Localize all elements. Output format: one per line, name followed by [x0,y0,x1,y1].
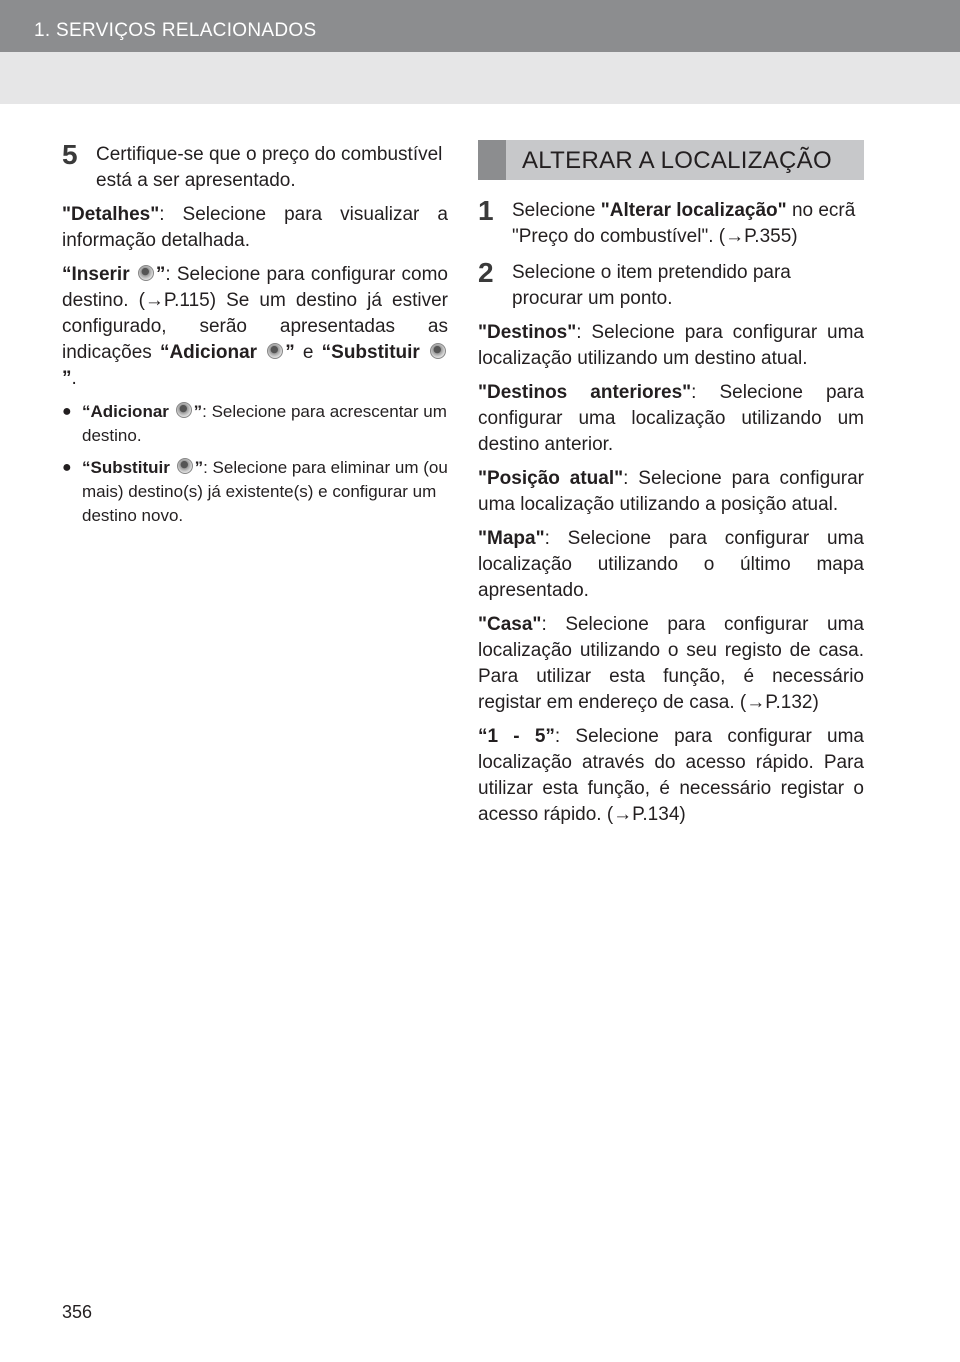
inserir-paragraph: “Inserir ”: Selecione para configurar como destino. (→P.115) Se um destino já estiver configurado, serão apresentadas as indicações “Adicionar ” e “Substituir ”. [62,264,449,389]
heading-text: ALTERAR A LOCALIZAÇÃO [522,147,832,174]
step-2: 2 Selecione o item pretendido para procurar um ponto. [478,257,791,309]
step-number: 5 [62,139,78,170]
bullet-icon: ● [62,459,72,476]
button-icon [176,402,192,418]
destinos-anteriores-paragraph: "Destinos anteriores": Selecione para configurar uma localização utilizando um destino anterior. [478,382,864,455]
step-text: Certifique-se que o preço do combustível está a ser apresentado. [96,144,443,191]
bullet-substituir: ● “Substituir ”: Selecione para eliminar um (ou mais) destino(s) já existente(s) e configurar um destino novo. [62,456,448,528]
button-icon [177,458,193,474]
header-band [0,52,960,104]
acesso-rapido-paragraph: “1 - 5”: Selecione para configurar uma localização através do acesso rápido. Para utilizar esta função, é necessário registar o acesso rápido. (→P.134) [478,726,864,825]
section-title: 1. SERVIÇOS RELACIONADOS [34,20,317,41]
bullet-icon: ● [62,403,72,420]
step-1: 1 Selecione "Alterar localização" no ecrã "Preço do combustível". (→P.355) [478,195,856,247]
detalhes-paragraph: "Detalhes": Selecione para visualizar a informação detalhada. [62,204,448,251]
heading-tab [478,140,506,180]
step-5 [62,140,448,194]
header-bar [0,0,960,52]
inserir-label: “Inserir [62,264,130,285]
section-heading [478,140,864,180]
step-number: 2 [478,257,494,288]
left-column [62,140,448,536]
casa-paragraph: "Casa": Selecione para configurar uma localização utilizando o seu registo de casa. Para utilizar esta função, é necessário registar em endereço de casa. (→P.132) [478,614,864,713]
button-icon [138,265,154,281]
destinos-paragraph: "Destinos": Selecione para configurar uma localização utilizando um destino atual. [478,322,864,369]
right-column [478,196,864,836]
page-number: 356 [62,1302,93,1322]
bullet-adicionar: ● “Adicionar ”: Selecione para acrescentar um destino. [62,400,448,448]
button-icon [430,343,446,359]
detalhes-label: "Detalhes" [62,204,160,225]
mapa-paragraph: "Mapa": Selecione para configurar uma localização utilizando o último mapa apresentado. [478,528,864,601]
button-icon [267,343,283,359]
posicao-atual-paragraph: "Posição atual": Selecione para configurar uma localização utilizando a posição atual. [478,468,864,515]
step-number: 1 [478,195,494,226]
